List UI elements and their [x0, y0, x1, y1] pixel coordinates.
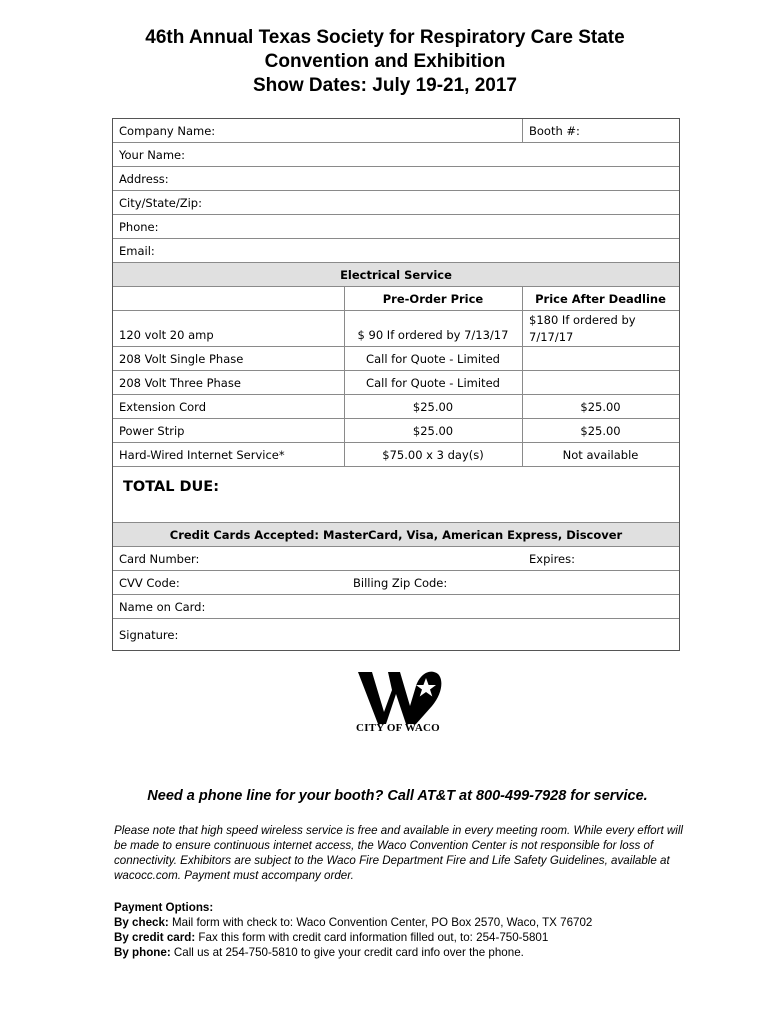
electrical-item-row[interactable]: [113, 371, 679, 395]
item-name: Power Strip: [119, 423, 185, 438]
card-number-label: Card Number:: [119, 551, 200, 566]
col-preorder-header: Pre-Order Price: [382, 291, 484, 306]
booth-label: Booth #:: [529, 123, 580, 138]
col-after-header: Price After Deadline: [535, 291, 666, 306]
city-row[interactable]: [113, 191, 679, 215]
title-line-2: Convention and Exhibition: [264, 51, 506, 72]
phone-row[interactable]: [113, 215, 679, 239]
item-after-price: [529, 311, 636, 346]
payment-options: [114, 900, 694, 960]
wireless-note: Please note that high speed wireless service is free and available in every meeting room. While every effort will be made to ensure continuous internet access, the Waco Convention Center is not responsible for loss of connectivity. Exhibitors are subject to the Waco Fire Department Fire and Life Safety Guidelines, available at wacocc.com. Payment must accompany order.: [114, 824, 684, 882]
by-phone-line: [114, 945, 694, 960]
expires-label: Expires:: [529, 551, 575, 566]
credit-cards-heading: Credit Cards Accepted: MasterCard, Visa, American Express, Discover: [169, 527, 623, 542]
electrical-heading-row: [113, 263, 679, 287]
phone-label: Phone:: [119, 219, 159, 234]
electrical-item-row[interactable]: [113, 347, 679, 371]
email-row[interactable]: [113, 239, 679, 263]
company-label: Company Name:: [119, 123, 216, 138]
electrical-item-row[interactable]: [113, 395, 679, 419]
item-name: 208 Volt Three Phase: [119, 375, 241, 390]
total-due-row[interactable]: [113, 467, 679, 523]
card-number-row[interactable]: [113, 547, 679, 571]
item-preorder-price: $75.00 x 3 day(s): [382, 447, 484, 462]
item-name: Extension Cord: [119, 399, 207, 414]
address-row[interactable]: [113, 167, 679, 191]
payment-options-heading: Payment Options:: [114, 901, 214, 914]
item-after-price-line2: 7/17/17: [529, 329, 574, 344]
city-label: City/State/Zip:: [119, 195, 202, 210]
cvv-row[interactable]: [113, 571, 679, 595]
electrical-header-row: [113, 287, 679, 311]
item-preorder-price: Call for Quote - Limited: [366, 351, 500, 366]
billing-zip-label: Billing Zip Code:: [353, 575, 448, 590]
electrical-item-row[interactable]: [113, 443, 679, 467]
name-label: Your Name:: [119, 147, 186, 162]
name-on-card-row[interactable]: [113, 595, 679, 619]
item-after-price: [522, 347, 679, 370]
name-row[interactable]: [113, 143, 679, 167]
total-due-label: TOTAL DUE:: [123, 479, 220, 495]
item-after-price: [522, 371, 679, 394]
signature-row[interactable]: [113, 619, 679, 650]
item-preorder-price: $ 90 If ordered by 7/13/17: [357, 328, 509, 342]
document-title: [0, 26, 770, 98]
by-check-label: By check:: [114, 916, 169, 929]
divider: [522, 119, 523, 142]
order-form: [112, 118, 680, 651]
company-row[interactable]: [113, 119, 679, 143]
cvv-label: CVV Code:: [119, 575, 180, 590]
item-name: 208 Volt Single Phase: [119, 351, 244, 366]
item-preorder-price: $25.00: [412, 399, 454, 414]
by-credit-line: [114, 930, 694, 945]
credit-cards-heading-row: [113, 523, 679, 547]
by-credit-text: Fax this form with credit card information filled out, to: 254-750-5801: [195, 931, 549, 944]
item-after-price: $25.00: [580, 423, 621, 438]
electrical-item-row[interactable]: [113, 311, 679, 347]
item-after-price: Not available: [562, 447, 639, 462]
title-line-3: Show Dates: July 19-21, 2017: [252, 75, 517, 96]
divider: [522, 311, 523, 346]
by-credit-label: By credit card:: [114, 931, 196, 944]
logo-text: CITY OF WACO: [356, 722, 440, 734]
item-preorder-price: Call for Quote - Limited: [366, 375, 500, 390]
item-name: 120 volt 20 amp: [119, 328, 214, 342]
by-check-text: Mail form with check to: Waco Convention Center, PO Box 2570, Waco, TX 76702: [168, 916, 593, 929]
electrical-item-row[interactable]: [113, 419, 679, 443]
item-preorder-price: $25.00: [412, 423, 454, 438]
title-line-1: 46th Annual Texas Society for Respiratory Care State: [145, 27, 625, 48]
by-check-line: [114, 915, 694, 930]
email-label: Email:: [119, 243, 155, 258]
by-phone-label: By phone:: [114, 946, 171, 959]
item-after-price-line1: $180 If ordered by: [529, 312, 636, 327]
item-after-price: $25.00: [580, 399, 621, 414]
signature-label: Signature:: [119, 627, 179, 642]
electrical-heading: Electrical Service: [340, 267, 452, 282]
item-name: Hard-Wired Internet Service*: [119, 447, 285, 462]
address-label: Address:: [119, 171, 169, 186]
phone-line-note: Need a phone line for your booth? Call AT&T at 800-499-7928 for service.: [147, 788, 648, 804]
by-phone-text: Call us at 254-750-5810 to give your credit card info over the phone.: [170, 946, 524, 959]
name-on-card-label: Name on Card:: [119, 599, 206, 614]
